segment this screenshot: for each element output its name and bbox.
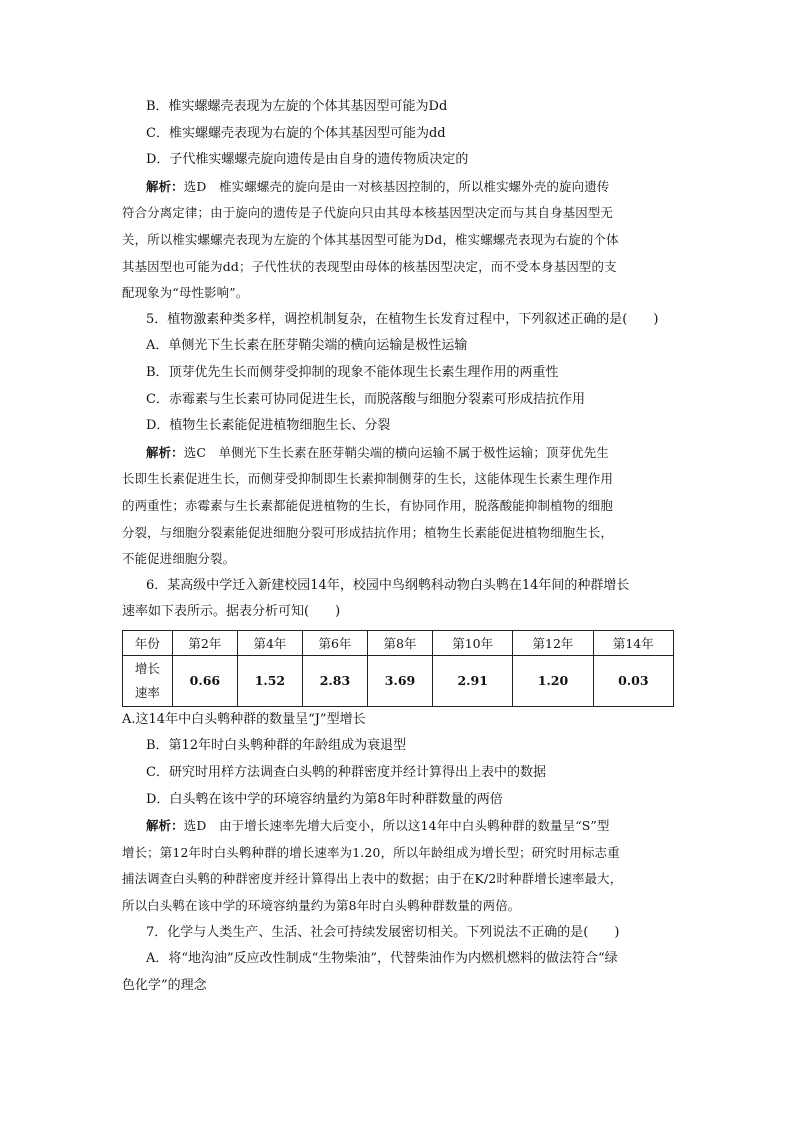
table-cell: 0.03 (593, 655, 673, 706)
option-d: D．子代椎实螺螺壳旋向遗传是由自身的遗传物质决定的 (146, 152, 469, 168)
table-cell: 1.52 (237, 655, 302, 706)
table-cell: 3.69 (367, 655, 432, 706)
table-header-cell: 第8年 (367, 630, 432, 655)
solution-label: 解析： (146, 444, 184, 460)
growth-rate-table (122, 630, 674, 707)
option-a-cont: 色化学”的理念 (122, 977, 207, 993)
option-a: A.这14年中白头鹎种群的数量呈“J”型增长 (122, 711, 366, 727)
table-cell: 0.66 (172, 655, 237, 706)
table-header-cell: 第2年 (172, 630, 237, 655)
option-b: B．顶芽优先生长而侧芽受抑制的现象不能体现生长素生理作用的两重性 (146, 364, 559, 380)
option-c: C．研究时用样方法调查白头鹎的种群密度并经计算得出上表中的数据 (146, 765, 546, 781)
table-header-cell: 第6年 (302, 630, 367, 655)
solution-line: 符合分离定律；由于旋向的遗传是子代旋向只由其母本核基因型决定而与其自身基因型无 (122, 205, 614, 221)
solution-line: 解析：选D 由于增长速率先增大后变小，所以这14年中白头鹎种群的数量呈“S”型 (146, 818, 610, 834)
table-header-label: 年份 (123, 630, 173, 655)
table-cell: 2.83 (302, 655, 367, 706)
solution-line: 解析：选C 单侧光下生长素在胚芽鞘尖端的横向运输不属于极性运输；顶芽优先生 (146, 444, 609, 460)
solution-line: 其基因型也可能为dd；子代性状的表现型由母体的核基因型决定，而不受本身基因型的支 (122, 258, 617, 274)
solution-line: 不能促进细胞分裂。 (122, 551, 236, 567)
option-a: A．单侧光下生长素在胚芽鞘尖端的横向运输是极性运输 (146, 338, 468, 354)
table-header-cell: 第4年 (237, 630, 302, 655)
option-d: D．植物生长素能促进植物细胞生长、分裂 (146, 418, 391, 434)
option-b: B．第12年时白头鹎种群的年龄组成为衰退型 (146, 738, 407, 754)
question-7-stem: 7．化学与人类生产、生活、社会可持续发展密切相关。下列说法不正确的是( ) (146, 924, 620, 940)
table-header-cell: 第10年 (433, 630, 513, 655)
question-6-stem-cont: 速率如下表所示。据表分析可知( ) (122, 604, 341, 620)
solution-line: 解析：选D 椎实螺螺壳的旋向是由一对核基因控制的，所以椎实螺外壳的旋向遗传 (146, 178, 610, 194)
solution-line: 关，所以椎实螺螺壳表现为左旋的个体其基因型可能为Dd，椎实螺螺壳表现为右旋的个体 (122, 231, 619, 247)
solution-line: 配现象为“母性影响”。 (122, 285, 249, 301)
option-a: A．将“地沟油”反应改性制成“生物柴油”，代替柴油作为内燃机燃料的做法符合“绿 (146, 951, 618, 967)
option-c: C．椎实螺螺壳表现为右旋的个体其基因型可能为dd (146, 125, 446, 141)
document-page (122, 94, 674, 999)
table-header-cell: 第14年 (593, 630, 673, 655)
option-d: D．白头鹎在该中学的环境容纳量约为第8年时种群数量的两倍 (146, 791, 503, 807)
table-header-cell: 第12年 (513, 630, 593, 655)
solution-label: 解析： (146, 818, 184, 834)
solution-line: 的两重性；赤霉素与生长素都能促进植物的生长，有协同作用，脱落酸能抑制植物的细胞 (122, 497, 614, 513)
solution-label: 解析： (146, 178, 184, 194)
question-6-stem: 6．某高级中学迁入新建校园14年，校园中鸟纲鹎科动物白头鹎在14年间的种群增长 (146, 577, 630, 593)
solution-line: 捕法调查白头鹎的种群密度并经计算得出上表中的数据；由于在K/2时种群增长速率最大， (122, 871, 623, 887)
table-cell: 2.91 (433, 655, 513, 706)
solution-line: 所以白头鹎在该中学的环境容纳量约为第8年时白头鹎种群数量的两倍。 (122, 898, 521, 914)
table-row (123, 655, 674, 706)
option-c: C．赤霉素与生长素可协同促进生长，而脱落酸与细胞分裂素可形成拮抗作用 (146, 391, 585, 407)
question-5-stem: 5．植物激素种类多样，调控机制复杂，在植物生长发育过程中，下列叙述正确的是( ) (146, 311, 659, 327)
solution-line: 分裂，与细胞分裂素能促进细胞分裂可形成拮抗作用；植物生长素能促进植物细胞生长， (122, 524, 614, 540)
solution-line: 长即生长素促进生长，而侧芽受抑制即生长素抑制侧芽的生长，这能体现生长素生理作用 (122, 471, 614, 487)
table-cell: 1.20 (513, 655, 593, 706)
option-b: B．椎实螺螺壳表现为左旋的个体其基因型可能为Dd (146, 99, 448, 114)
solution-line: 增长；第12年时白头鹎种群的增长速率为1.20，所以年龄组成为增长型；研究时用标志重 (122, 844, 620, 860)
table-header-row (123, 630, 674, 655)
table-row-label: 增长 速率 (123, 655, 173, 706)
